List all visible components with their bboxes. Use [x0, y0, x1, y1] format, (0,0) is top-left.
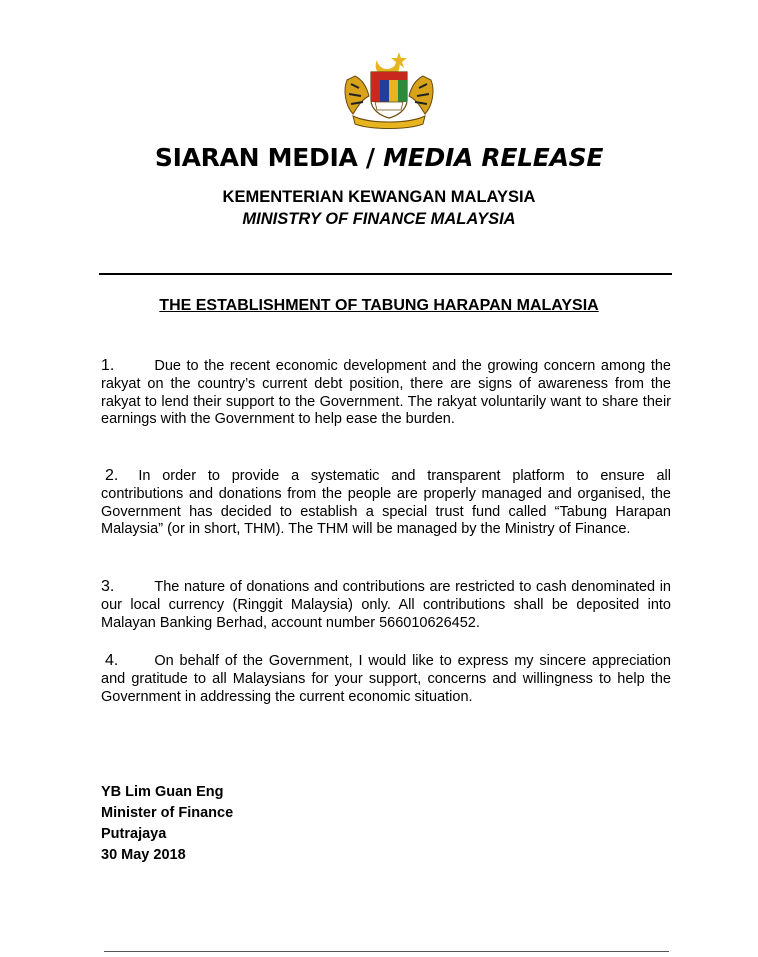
title-english: MEDIA RELEASE	[383, 143, 604, 172]
paragraph-2	[101, 467, 671, 539]
coat-of-arms-logo	[339, 50, 439, 132]
paragraph-number: 4.	[105, 652, 119, 669]
paragraph-number: 1.	[101, 357, 115, 374]
paragraph-text: The nature of donations and contributions are restricted to cash denominated in our local currency (Ringgit Malaysia) only. All contributions shall be deposited into Malayan Banking Berhad, account number 566010626452.	[101, 579, 671, 631]
paragraph-3	[101, 578, 671, 632]
ministry-name-malay: KEMENTERIAN KEWANGAN MALAYSIA	[222, 188, 536, 206]
ministry-name-english: MINISTRY OF FINANCE MALAYSIA	[242, 210, 516, 228]
title-separator: /	[365, 143, 375, 172]
media-release-title	[0, 143, 758, 172]
paragraph-number: 3.	[101, 578, 115, 595]
signature-date: 30 May 2018	[101, 847, 186, 863]
header-divider	[99, 273, 672, 275]
footer-divider	[104, 951, 669, 952]
signatory-title: Minister of Finance	[101, 805, 234, 821]
paragraph-text: On behalf of the Government, I would like to express my sincere appreciation and gratitude to all Malaysians for your support, concerns and willingness to help the Government in addressing the current economic situation.	[101, 653, 671, 705]
signature-block	[101, 782, 233, 866]
paragraph-4	[101, 652, 671, 706]
paragraph-text: In order to provide a systematic and transparent platform to ensure all contributions and donations from the people are properly managed and organised, the Government has decided to establish a special trust fund called “Tabung Harapan Malaysia” (or in short, THM). The THM will be managed by the Ministry of Finance.	[101, 468, 671, 538]
release-headline: THE ESTABLISHMENT OF TABUNG HARAPAN MALAYSIA	[159, 297, 599, 314]
paragraph-number: 2.	[105, 467, 119, 484]
signature-place: Putrajaya	[101, 826, 167, 842]
paragraph-text: Due to the recent economic development and the growing concern among the rakyat on the country’s current debt position, there are signs of awareness from the rakyat to lend their support to the Government. The rakyat voluntarily want to share their earnings with the Government to help ease the burden.	[101, 358, 671, 428]
title-malay: SIARAN MEDIA	[154, 143, 358, 172]
signatory-name: YB Lim Guan Eng	[101, 784, 224, 800]
paragraph-1	[101, 357, 671, 429]
